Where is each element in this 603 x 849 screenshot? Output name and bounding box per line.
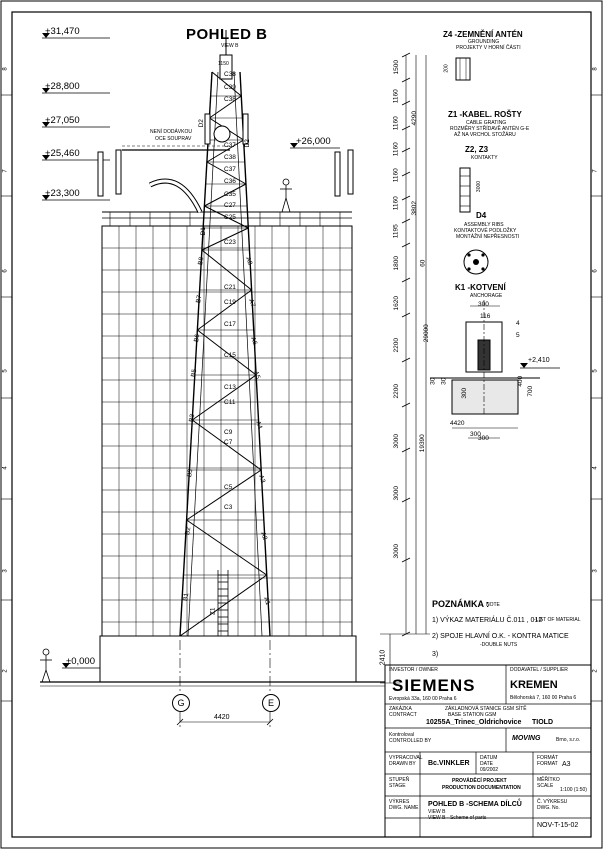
k1-dim: 30 [429,377,437,385]
note-z2: Z2, Z3 [465,145,489,154]
member-label-a: A8 [244,256,254,266]
grid-number-left: 8 [2,67,9,71]
note-z4-dim: 200 [443,64,450,73]
member-label-a: A4 [254,420,264,430]
member-label-a: A6 [249,336,259,346]
member-label-c: C35 [224,191,236,198]
note-z2-dim: 3000 [476,180,483,193]
member-label-c: C7 [224,439,233,446]
tb-dwgno: NOV-T-15-02 [537,822,579,829]
note-d4-sub2: KONTAKTOVÉ PODLOŽKY [454,228,517,234]
note-z1-sub1: CABLE GRATING [466,120,507,126]
dim-2410: 2410 [379,649,387,666]
axis-g-bubble: G [172,694,190,712]
dim-right: 2200 [392,384,400,399]
dim-right: 1620 [392,296,400,311]
cable-note-2: OCE SOUPRAV [155,136,192,142]
member-label-c: C37 [224,166,236,173]
person-figure [40,179,292,682]
note-1: 1) VÝKAZ MATERIÁLU Č.011 , 012 [432,617,543,624]
dim-right: 3000 [392,486,400,501]
grid-number-left: 6 [2,269,9,273]
k1-dim: 30 [440,377,448,385]
member-label-c: C21 [224,284,236,291]
member-label-c: C17 [224,321,236,328]
note-z4-sub2: PROJEKTY V HORNÍ ČÁSTI [456,45,521,51]
member-label-c: C23 [224,239,236,246]
note-d4-sub1: ASSEMBLY RIBS [464,222,504,228]
member-label-c: C3 [224,504,233,511]
member-label-c: C19 [224,299,236,306]
dim-right: 1195 [392,224,400,239]
member-label-z: Z1 [209,607,217,616]
grid-number-right: 8 [592,67,599,71]
tb-investor: SIEMENS [392,676,476,695]
tb-drawn-en: DRAWN BY [389,761,416,767]
tb-investor-label: INVESTOR / OWNER [389,667,438,673]
dim-right: 2200 [392,338,400,353]
member-label-c: C37 [224,142,236,149]
k1-dim: 4 [516,320,520,327]
grid-number-right: 4 [592,466,599,470]
note-z1-sub2: ROZMĚRY STŘÍDAVĚ ANTÉN G-E [450,126,530,132]
member-label-c: C25 [224,214,236,221]
member-label-a: A3 [256,474,266,484]
level-28800: +28,800 [45,81,80,92]
tb-contract-code: TIOLD [532,719,553,726]
tb-investor-addr: Evropská 33a, 160 00 Praha 6 [389,696,457,702]
grid-number-right: 2 [592,669,599,673]
dim-right: 1160 [392,196,400,211]
tb-contract-text2: BASE STATION GSM [448,712,497,718]
k1-dim: 300 [470,431,481,438]
k1-dim: 300 [461,387,469,399]
tb-format-label: FORMÁT [537,755,559,761]
member-label-b: B3 [188,413,197,423]
level-2410: +2,410 [528,357,550,364]
grid-number-left: 3 [2,569,9,573]
member-label-c: C5 [224,484,233,491]
note-z1: Z1 -KABEL. ROŠTY [448,110,522,119]
member-label-c: C38 [224,96,236,103]
level-27050: +27,050 [45,115,80,126]
k1-dim: 5 [516,332,520,339]
member-label-c: C39 [224,84,236,91]
tb-stage: PROVÁDĚCÍ PROJEKT [452,778,507,784]
note-k1-sub: ANCHORAGE [470,293,503,299]
k1-dim: 300 [478,435,489,442]
tb-stage-2: PRODUCTION DOCUMENTATION [442,785,521,791]
note-z1-sub3: AŽ NA VRCHOL STOŽÁRU [454,132,516,138]
tb-dwgname-label: VÝKRES [389,799,410,805]
member-label-d: D1 [199,227,207,236]
cable-note: NENÍ DODÁVKOU [150,129,192,135]
tb-supplier: KREMEN [510,679,558,691]
note-d4: D4 [476,211,487,220]
note-z4: Z4 -ZEMNĚNÍ ANTÉN [443,30,523,39]
note-k1: K1 -KOTVENÍ [455,283,506,292]
note-heading-en: NOTE [486,602,500,608]
member-label-c: C13 [224,384,236,391]
member-label-a: A5 [251,370,261,380]
member-label-c: C27 [224,202,236,209]
level-23300: +23,300 [45,188,80,199]
tb-scale: 1:100 (1:50) [560,787,587,793]
tb-format: A3 [562,761,571,768]
member-label-c: C9 [224,429,233,436]
level-31470: +31,470 [45,26,80,37]
note-3: 3) [432,651,439,658]
tb-supplier-label: DODAVATEL / SUPPLIER [510,667,568,673]
member-label-b: B7 [194,294,204,304]
grid-number-left: 7 [2,169,9,173]
axis-e-bubble: E [262,694,280,712]
member-label-c: C36 [224,178,236,185]
dim-outer: 4290 [410,111,418,126]
tb-supplier-addr: Bělohorská 7, 160 00 Praha 6 [510,695,577,701]
member-label-b: B1 [181,592,190,602]
grid-number-left: 4 [2,466,9,470]
k1-dim: 300 [478,301,489,308]
member-label-a: A1 [261,596,271,606]
dim-right: 1800 [392,256,400,271]
tb-date-en: DATE [480,761,493,767]
member-label-c: C38 [224,71,236,78]
grid-number-right: 6 [592,269,599,273]
dim-right: 1160 [392,116,400,131]
axis-span: 4420 [214,714,230,721]
dim-right: 1500 [392,60,400,75]
member-label-d: D2 [197,119,205,128]
member-label-b: B8 [197,256,206,266]
tb-scale-label: MĚŘÍTKO [537,777,560,783]
tb-dwgname-sub: VIEW B - Scheme of parts [428,815,487,821]
grid-number-right: 5 [592,369,599,373]
member-label-b: B5 [190,368,199,378]
tb-dwgname-en2: VIEW B [428,809,446,815]
tb-stage-en: STAGE [389,783,406,789]
tb-contract-text: ZÁKLADNOVÁ STANICE GSM SÍTĚ [445,706,527,712]
grid-number-left: 5 [2,369,9,373]
tb-dwgno-label: Č. VÝKRESU [537,799,568,805]
tb-moving-logo: MOVING [512,735,541,742]
k1-dim: 400 [517,375,525,387]
tb-contract-label: ZAKÁZKA [389,706,412,712]
note-z2-sub: KONTAKTY [471,155,498,161]
k1-dim: 116 [480,313,491,320]
level-zero: ±0,000 [66,656,95,667]
member-label-b: B3 [186,468,195,478]
tb-dwgno-en: DWG. No. [537,805,560,811]
tb-controlled-label: Kontroloval [389,732,415,738]
tb-moving-sub: Brno, s.r.o. [556,737,581,743]
note-z4-sub1: GROUNDING [468,39,500,45]
member-label-b: B6 [192,333,201,343]
member-label-c: C11 [224,399,236,406]
tb-contract-num: 10255A_Trinec_Oldrichovice [426,719,522,726]
level-25460: +25,460 [45,148,80,159]
k1-dim: 4420 [450,420,465,427]
member-label-d: D2 [243,139,251,148]
tb-dwgname: POHLED B -SCHEMA DÍLCŮ [428,801,522,808]
tb-contract-en: CONTRACT [389,712,417,718]
tb-date-label: DATUM [480,755,498,761]
dim-right: 1160 [392,142,400,157]
note-heading: POZNÁMKA : [432,599,490,609]
drawing-title: POHLED B [186,26,268,43]
dim-outer: 3802 [410,201,418,216]
tb-scale-en: SCALE [537,783,554,789]
note-2-en: -DOUBLE NUTS [480,642,518,648]
tb-drawn-label: VYPRACOVAL [389,755,423,761]
tb-controlled-en: CONTROLLED BY [389,738,432,744]
dim-1150: 1150 [218,61,229,67]
tb-dwgname-en: DWG. NAME [389,805,419,811]
k1-dim: 700 [527,385,535,397]
tb-drawn: Bc.VINKLER [428,760,470,767]
grid-number-left: 2 [2,669,9,673]
dim-outer: 29000 [422,324,430,343]
member-label-c: C15 [224,352,236,359]
tb-date: 09/2002 [480,767,499,773]
tb-format-en: FORMAT [537,761,558,767]
dim-right: 3000 [392,434,400,449]
member-label-a: A2 [259,531,269,541]
grid-number-right: 7 [592,169,599,173]
member-label-a: A7 [246,298,256,308]
note-d4-sub3: MONTÁŽNÍ NEPŘESNOSTI [456,234,520,240]
dim-outer: 60 [419,259,427,267]
dim-right: 1160 [392,89,400,104]
dim-outer: 19390 [418,434,426,453]
drawing-subtitle: VIEW B [221,43,239,49]
member-label-c: C38 [224,154,236,161]
dim-right: 3000 [392,544,400,559]
dim-right: 1160 [392,168,400,183]
note-2: 2) SPOJE HLAVNÍ O.K. - KONTRA MATICE [432,633,569,640]
tb-stage-label: STUPEŇ [389,777,410,783]
level-26000: +26,000 [296,136,331,147]
grid-number-right: 3 [592,569,599,573]
member-label-b: B2 [183,526,193,536]
note-1-en: -LIST OF MATERIAL [534,617,581,623]
